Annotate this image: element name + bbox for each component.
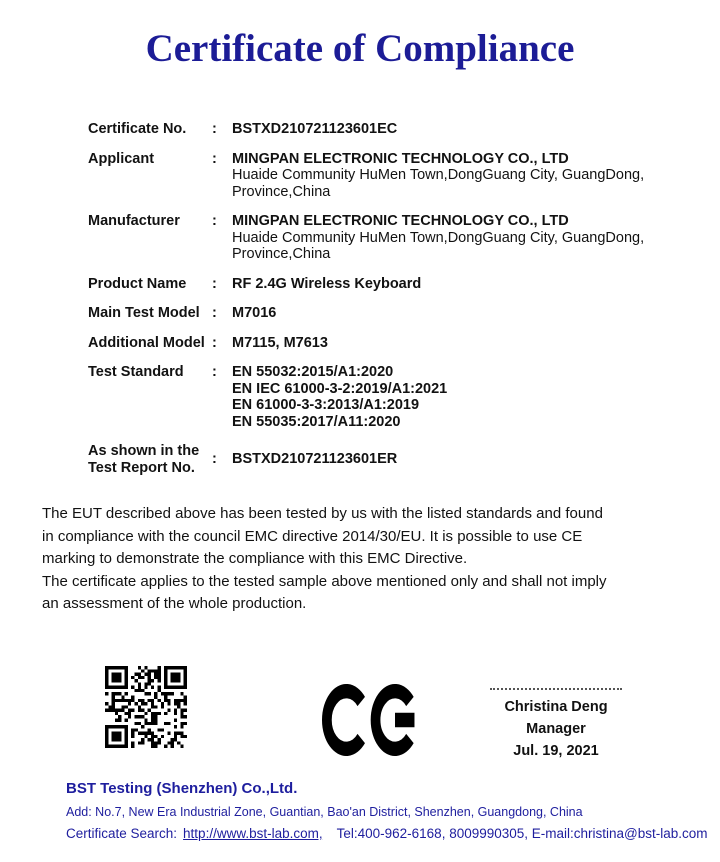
additional-model-label: Additional Model: [88, 334, 205, 351]
marks-and-signature-row: [0, 664, 720, 762]
certificate-title: Certificate of Compliance: [145, 27, 575, 70]
test-standard-value: [232, 364, 447, 430]
field-main-test-model: [88, 305, 720, 322]
test-standard-line: EN 61000-3-3:2013/A1:2019: [232, 397, 420, 413]
contact-info: Tel:400-962-6168, 8009990305, E-mail:christina@bst-lab.com: [336, 826, 708, 841]
field-applicant: [88, 151, 720, 201]
statement-line: The EUT described above has been tested by us with the listed standards and found: [42, 505, 603, 522]
field-colon: :: [212, 305, 217, 321]
applicant-address-line2: Province,China: [232, 183, 331, 200]
signature-line: [490, 688, 622, 690]
signatory-title: Manager: [526, 720, 586, 737]
qr-code-icon: [105, 666, 187, 748]
field-test-standard: [88, 364, 720, 430]
field-product-name: [88, 276, 720, 293]
issuer-company-name: BST Testing (Shenzhen) Co.,Ltd.: [66, 780, 298, 797]
field-manufacturer: [88, 213, 720, 263]
certificate-search-line: [66, 826, 708, 841]
signatory-name: Christina Deng: [504, 698, 608, 715]
manufacturer-value: [232, 213, 644, 263]
test-standard-line: EN 55032:2015/A1:2020: [232, 364, 394, 380]
main-test-model-value: M7016: [232, 305, 277, 321]
issuer-address: Add: No.7, New Era Industrial Zone, Guantian, Bao'an District, Shenzhen, Guangdong, China: [66, 805, 583, 819]
certificate-search-link[interactable]: http://www.bst-lab.com,: [183, 826, 323, 841]
issuer-footer: [66, 780, 708, 841]
field-certificate-no: [88, 121, 720, 138]
field-colon: :: [212, 150, 217, 167]
test-report-label-line2: Test Report No.: [88, 459, 195, 476]
test-report-label-line1: As shown in the: [88, 443, 200, 459]
field-additional-model: [88, 335, 720, 352]
certificate-search-label: Certificate Search:: [66, 826, 178, 841]
certificate-no-value: BSTXD210721123601EC: [232, 121, 398, 137]
field-colon: :: [212, 275, 217, 292]
certificate-fields: [88, 121, 720, 476]
compliance-statement: [42, 503, 720, 616]
main-test-model-label: Main Test Model: [88, 305, 200, 321]
field-colon: :: [212, 364, 217, 380]
test-report-value: BSTXD210721123601ER: [232, 451, 398, 468]
product-name-value: RF 2.4G Wireless Keyboard: [232, 275, 422, 292]
field-colon: :: [212, 213, 217, 229]
applicant-value: [232, 151, 644, 201]
manufacturer-name: MINGPAN ELECTRONIC TECHNOLOGY CO., LTD: [232, 213, 569, 229]
field-colon: :: [212, 451, 217, 468]
field-colon: :: [212, 121, 217, 137]
additional-model-value: M7115, M7613: [232, 334, 328, 351]
applicant-label: Applicant: [88, 150, 155, 167]
test-standard-line: EN IEC 61000-3-2:2019/A1:2021: [232, 380, 448, 397]
manufacturer-label: Manufacturer: [88, 213, 180, 229]
test-standard-label: Test Standard: [88, 364, 184, 380]
applicant-name: MINGPAN ELECTRONIC TECHNOLOGY CO., LTD: [232, 150, 569, 167]
statement-line: marking to demonstrate the compliance with this EMC Directive.: [42, 550, 468, 567]
statement-line: The certificate applies to the tested sample above mentioned only and shall not imply: [42, 572, 607, 590]
applicant-address-line1: Huaide Community HuMen Town,DongGuang City, GuangDong,: [232, 167, 645, 183]
test-report-label: [88, 443, 212, 476]
statement-line: an assessment of the whole production.: [42, 595, 307, 612]
certificate-no-label: Certificate No.: [88, 121, 187, 137]
field-colon: :: [212, 334, 217, 351]
ce-mark-icon: [322, 684, 422, 756]
test-standard-line: EN 55035:2017/A11:2020: [232, 413, 401, 430]
statement-line: in compliance with the council EMC directive 2014/30/EU. It is possible to use CE: [42, 527, 583, 545]
manufacturer-address-line1: Huaide Community HuMen Town,DongGuang City, GuangDong,: [232, 229, 645, 246]
manufacturer-address-line2: Province,China: [232, 246, 331, 262]
product-name-label: Product Name: [88, 275, 187, 292]
signature-block: [464, 688, 648, 762]
signature-date: Jul. 19, 2021: [513, 742, 599, 759]
field-test-report-no: [88, 443, 720, 476]
